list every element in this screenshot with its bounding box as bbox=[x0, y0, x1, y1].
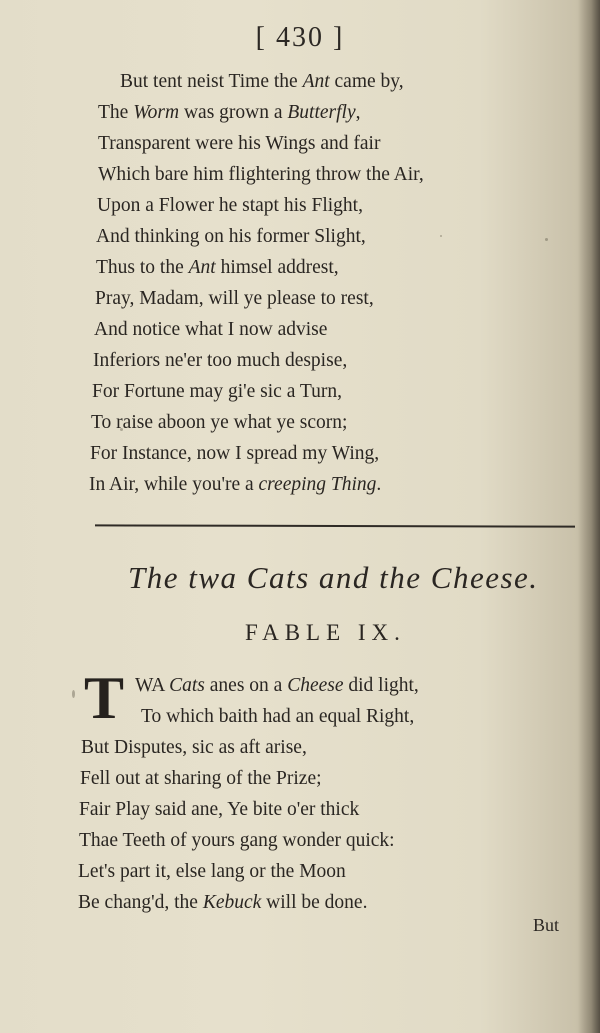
page-gutter-shadow bbox=[578, 0, 600, 1033]
fable-title-text: The twa Cats and the Cheese. bbox=[128, 560, 539, 595]
verse-line: Thus to the Ant himsel addrest, bbox=[96, 257, 339, 278]
verse-line: For Instance, now I spread my Wing, bbox=[90, 443, 380, 464]
verse-line: Transparent were his Wings and fair bbox=[98, 133, 381, 154]
verse-line: Inferiors ne'er too much despise, bbox=[93, 350, 348, 371]
verse-line: To raise aboon ye what ye scorn; bbox=[91, 412, 348, 433]
page-number: [ 430 ] bbox=[255, 22, 345, 53]
verse-line: WA Cats anes on a Cheese did light, bbox=[135, 675, 419, 696]
verse-line: Which bare him flightering throw the Air, bbox=[98, 164, 424, 185]
fable-verse bbox=[0, 665, 419, 918]
paper-speck bbox=[72, 690, 75, 698]
verse-line: To which baith had an equal Right, bbox=[141, 706, 415, 727]
poem-continuation bbox=[0, 66, 424, 500]
verse-line: And thinking on his former Slight, bbox=[96, 226, 366, 247]
verse-line: Be chang'd, the Kebuck will be done. bbox=[78, 892, 368, 913]
section-divider-rule bbox=[95, 524, 575, 527]
paper-speck bbox=[440, 235, 442, 237]
verse-line: Fell out at sharing of the Prize; bbox=[80, 768, 322, 789]
verse-line: Upon a Flower he stapt his Flight, bbox=[97, 195, 363, 216]
verse-line: Fair Play said ane, Ye bite o'er thick bbox=[79, 799, 360, 820]
verse-line: The Worm was grown a Butterfly, bbox=[98, 102, 361, 123]
verse-line: Pray, Madam, will ye please to rest, bbox=[95, 288, 374, 309]
verse-line: And notice what I now advise bbox=[94, 319, 328, 340]
verse-line: But tent neist Time the Ant came by, bbox=[120, 71, 404, 92]
fable-number: FABLE IX. bbox=[245, 620, 406, 645]
verse-line: In Air, while you're a creeping Thing. bbox=[89, 474, 382, 495]
paper-speck bbox=[120, 428, 123, 431]
verse-line: Thae Teeth of yours gang wonder quick: bbox=[79, 830, 395, 851]
verse-line: But Disputes, sic as aft arise, bbox=[81, 737, 307, 758]
drop-cap: T bbox=[84, 665, 125, 731]
paper-speck bbox=[545, 238, 548, 241]
catchword: But bbox=[533, 915, 560, 935]
verse-line: For Fortune may gi'e sic a Turn, bbox=[92, 381, 342, 402]
fable-title bbox=[128, 560, 539, 596]
verse-line: Let's part it, else lang or the Moon bbox=[78, 861, 346, 882]
